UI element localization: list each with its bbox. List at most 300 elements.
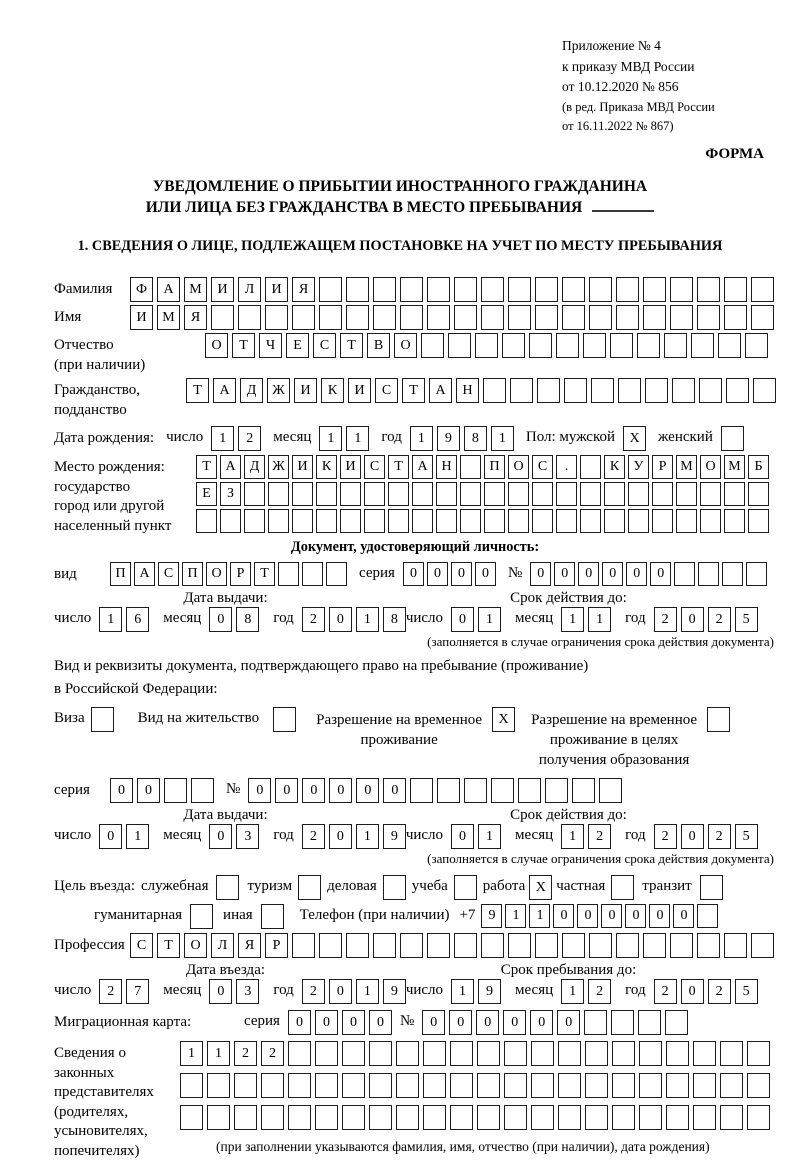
char-cell[interactable]: О <box>700 455 721 479</box>
char-cell[interactable]: Ж <box>267 378 290 403</box>
char-cell[interactable]: Л <box>211 933 234 958</box>
char-cell[interactable] <box>589 277 612 302</box>
char-cell[interactable] <box>238 305 261 330</box>
char-cell[interactable]: 0 <box>137 778 160 803</box>
char-cell[interactable] <box>421 333 444 358</box>
char-cell[interactable] <box>315 1105 338 1130</box>
char-cell[interactable]: В <box>367 333 390 358</box>
char-cell[interactable] <box>612 1041 635 1066</box>
char-cell[interactable] <box>699 378 722 403</box>
char-cell[interactable] <box>342 1041 365 1066</box>
char-cell[interactable]: У <box>628 455 649 479</box>
char-cell[interactable] <box>211 305 234 330</box>
char-cell[interactable] <box>315 1073 338 1098</box>
char-cell[interactable] <box>720 1105 743 1130</box>
char-cell[interactable]: 6 <box>126 607 149 632</box>
char-cell[interactable] <box>423 1105 446 1130</box>
char-cell[interactable]: 0 <box>427 562 448 586</box>
char-cell[interactable]: 0 <box>329 979 352 1004</box>
char-cell[interactable] <box>535 277 558 302</box>
char-cell[interactable]: 1 <box>207 1041 230 1066</box>
char-cell[interactable]: О <box>206 562 227 586</box>
char-cell[interactable]: И <box>130 305 153 330</box>
char-cell[interactable] <box>483 378 506 403</box>
char-cell[interactable] <box>751 277 774 302</box>
char-cell[interactable]: Т <box>340 333 363 358</box>
char-cell[interactable] <box>508 509 529 533</box>
char-cell[interactable] <box>265 305 288 330</box>
char-cell[interactable] <box>639 1105 662 1130</box>
char-cell[interactable]: 8 <box>464 426 487 451</box>
char-cell[interactable]: 0 <box>342 1010 365 1035</box>
char-cell[interactable]: Н <box>456 378 479 403</box>
char-cell[interactable]: И <box>292 455 313 479</box>
char-cell[interactable]: 0 <box>625 904 646 928</box>
char-cell[interactable] <box>670 933 693 958</box>
purpose-work-checkbox[interactable]: X <box>529 875 552 900</box>
char-cell[interactable] <box>724 933 747 958</box>
char-cell[interactable]: 2 <box>234 1041 257 1066</box>
char-cell[interactable]: 1 <box>180 1041 203 1066</box>
char-cell[interactable] <box>638 1010 661 1035</box>
char-cell[interactable] <box>292 482 313 506</box>
char-cell[interactable] <box>751 933 774 958</box>
char-cell[interactable] <box>666 1041 689 1066</box>
purpose-transit-checkbox[interactable] <box>700 875 723 900</box>
char-cell[interactable]: А <box>429 378 452 403</box>
char-cell[interactable]: 1 <box>451 979 474 1004</box>
char-cell[interactable] <box>558 1041 581 1066</box>
char-cell[interactable] <box>369 1041 392 1066</box>
purpose-study-checkbox[interactable] <box>454 875 477 900</box>
char-cell[interactable] <box>373 933 396 958</box>
char-cell[interactable]: П <box>182 562 203 586</box>
char-cell[interactable] <box>436 509 457 533</box>
char-cell[interactable] <box>531 1041 554 1066</box>
char-cell[interactable] <box>319 933 342 958</box>
char-cell[interactable] <box>396 1105 419 1130</box>
char-cell[interactable]: 0 <box>383 778 406 803</box>
char-cell[interactable] <box>558 1105 581 1130</box>
char-cell[interactable]: О <box>394 333 417 358</box>
char-cell[interactable]: 2 <box>654 979 677 1004</box>
char-cell[interactable]: А <box>213 378 236 403</box>
char-cell[interactable] <box>612 1105 635 1130</box>
char-cell[interactable]: . <box>556 455 577 479</box>
char-cell[interactable]: 9 <box>383 979 406 1004</box>
char-cell[interactable]: 5 <box>735 607 758 632</box>
char-cell[interactable]: 3 <box>236 979 259 1004</box>
char-cell[interactable]: 0 <box>681 824 704 849</box>
char-cell[interactable]: 0 <box>475 562 496 586</box>
char-cell[interactable]: 0 <box>557 1010 580 1035</box>
char-cell[interactable] <box>477 1105 500 1130</box>
char-cell[interactable] <box>562 305 585 330</box>
char-cell[interactable]: 0 <box>451 562 472 586</box>
char-cell[interactable] <box>475 333 498 358</box>
char-cell[interactable]: Е <box>286 333 309 358</box>
char-cell[interactable] <box>400 277 423 302</box>
char-cell[interactable] <box>676 509 697 533</box>
char-cell[interactable] <box>643 305 666 330</box>
char-cell[interactable] <box>412 509 433 533</box>
char-cell[interactable]: К <box>321 378 344 403</box>
char-cell[interactable] <box>720 1073 743 1098</box>
char-cell[interactable]: 0 <box>209 824 232 849</box>
char-cell[interactable] <box>207 1073 230 1098</box>
char-cell[interactable]: 0 <box>315 1010 338 1035</box>
char-cell[interactable]: 1 <box>529 904 550 928</box>
char-cell[interactable] <box>558 1073 581 1098</box>
char-cell[interactable] <box>464 778 487 803</box>
char-cell[interactable]: 9 <box>478 979 501 1004</box>
char-cell[interactable]: И <box>211 277 234 302</box>
char-cell[interactable] <box>410 778 433 803</box>
char-cell[interactable]: 2 <box>302 979 325 1004</box>
char-cell[interactable]: 2 <box>302 824 325 849</box>
char-cell[interactable] <box>700 482 721 506</box>
char-cell[interactable] <box>388 509 409 533</box>
char-cell[interactable]: 1 <box>410 426 433 451</box>
char-cell[interactable]: 2 <box>302 607 325 632</box>
char-cell[interactable]: 0 <box>602 562 623 586</box>
char-cell[interactable] <box>448 333 471 358</box>
char-cell[interactable] <box>537 378 560 403</box>
char-cell[interactable] <box>340 509 361 533</box>
char-cell[interactable] <box>612 1073 635 1098</box>
char-cell[interactable]: 2 <box>588 824 611 849</box>
char-cell[interactable] <box>400 305 423 330</box>
char-cell[interactable] <box>504 1073 527 1098</box>
char-cell[interactable]: Д <box>244 455 265 479</box>
char-cell[interactable]: Л <box>238 277 261 302</box>
char-cell[interactable] <box>342 1105 365 1130</box>
char-cell[interactable] <box>724 305 747 330</box>
char-cell[interactable]: И <box>340 455 361 479</box>
char-cell[interactable]: 9 <box>383 824 406 849</box>
char-cell[interactable] <box>665 1010 688 1035</box>
char-cell[interactable] <box>346 277 369 302</box>
char-cell[interactable] <box>364 482 385 506</box>
char-cell[interactable] <box>583 333 606 358</box>
char-cell[interactable] <box>481 277 504 302</box>
char-cell[interactable]: О <box>205 333 228 358</box>
char-cell[interactable] <box>268 482 289 506</box>
char-cell[interactable]: 5 <box>735 824 758 849</box>
char-cell[interactable] <box>726 378 749 403</box>
char-cell[interactable] <box>639 1041 662 1066</box>
char-cell[interactable] <box>562 933 585 958</box>
char-cell[interactable] <box>292 305 315 330</box>
char-cell[interactable]: 9 <box>481 904 502 928</box>
char-cell[interactable] <box>450 1105 473 1130</box>
visa-checkbox[interactable] <box>91 707 114 732</box>
char-cell[interactable] <box>484 482 505 506</box>
char-cell[interactable] <box>670 277 693 302</box>
char-cell[interactable] <box>672 378 695 403</box>
char-cell[interactable] <box>589 305 612 330</box>
char-cell[interactable]: А <box>134 562 155 586</box>
char-cell[interactable]: 0 <box>681 607 704 632</box>
char-cell[interactable] <box>532 509 553 533</box>
char-cell[interactable]: 0 <box>650 562 671 586</box>
char-cell[interactable] <box>288 1105 311 1130</box>
char-cell[interactable] <box>477 1073 500 1098</box>
char-cell[interactable] <box>423 1073 446 1098</box>
char-cell[interactable] <box>244 482 265 506</box>
char-cell[interactable]: Т <box>388 455 409 479</box>
char-cell[interactable]: К <box>604 455 625 479</box>
char-cell[interactable] <box>207 1105 230 1130</box>
char-cell[interactable] <box>454 277 477 302</box>
char-cell[interactable] <box>664 333 687 358</box>
char-cell[interactable] <box>562 277 585 302</box>
char-cell[interactable]: 0 <box>329 607 352 632</box>
char-cell[interactable] <box>302 562 323 586</box>
char-cell[interactable]: 2 <box>588 979 611 1004</box>
char-cell[interactable] <box>724 277 747 302</box>
char-cell[interactable] <box>535 305 558 330</box>
char-cell[interactable]: Я <box>238 933 261 958</box>
char-cell[interactable] <box>693 1041 716 1066</box>
purpose-other-checkbox[interactable] <box>261 904 284 929</box>
char-cell[interactable] <box>460 509 481 533</box>
char-cell[interactable] <box>745 333 768 358</box>
char-cell[interactable] <box>373 277 396 302</box>
char-cell[interactable] <box>747 1105 770 1130</box>
char-cell[interactable]: П <box>484 455 505 479</box>
char-cell[interactable]: 1 <box>99 607 122 632</box>
char-cell[interactable] <box>529 333 552 358</box>
char-cell[interactable]: 1 <box>561 607 584 632</box>
char-cell[interactable]: 0 <box>329 778 352 803</box>
char-cell[interactable]: Т <box>232 333 255 358</box>
char-cell[interactable] <box>427 277 450 302</box>
char-cell[interactable]: Р <box>265 933 288 958</box>
purpose-official-checkbox[interactable] <box>216 875 239 900</box>
char-cell[interactable]: Т <box>157 933 180 958</box>
char-cell[interactable] <box>436 482 457 506</box>
char-cell[interactable] <box>556 333 579 358</box>
char-cell[interactable]: Р <box>652 455 673 479</box>
char-cell[interactable] <box>585 1041 608 1066</box>
char-cell[interactable]: 7 <box>126 979 149 1004</box>
char-cell[interactable] <box>616 933 639 958</box>
char-cell[interactable] <box>369 1073 392 1098</box>
char-cell[interactable] <box>724 509 745 533</box>
char-cell[interactable]: 0 <box>476 1010 499 1035</box>
char-cell[interactable] <box>748 509 769 533</box>
char-cell[interactable] <box>722 562 743 586</box>
char-cell[interactable] <box>611 1010 634 1035</box>
char-cell[interactable]: Я <box>292 277 315 302</box>
char-cell[interactable] <box>751 305 774 330</box>
char-cell[interactable] <box>697 933 720 958</box>
char-cell[interactable] <box>460 455 481 479</box>
sex-male-checkbox[interactable]: X <box>623 426 646 451</box>
char-cell[interactable]: 1 <box>126 824 149 849</box>
char-cell[interactable]: С <box>130 933 153 958</box>
char-cell[interactable]: З <box>220 482 241 506</box>
char-cell[interactable] <box>674 562 695 586</box>
char-cell[interactable] <box>477 1041 500 1066</box>
char-cell[interactable]: Д <box>240 378 263 403</box>
char-cell[interactable]: 2 <box>708 979 731 1004</box>
char-cell[interactable] <box>491 778 514 803</box>
purpose-business-checkbox[interactable] <box>383 875 406 900</box>
char-cell[interactable]: 8 <box>383 607 406 632</box>
char-cell[interactable] <box>652 482 673 506</box>
char-cell[interactable]: 0 <box>503 1010 526 1035</box>
char-cell[interactable] <box>400 933 423 958</box>
char-cell[interactable]: 2 <box>261 1041 284 1066</box>
char-cell[interactable] <box>261 1073 284 1098</box>
char-cell[interactable]: С <box>532 455 553 479</box>
char-cell[interactable]: Б <box>748 455 769 479</box>
char-cell[interactable] <box>244 509 265 533</box>
char-cell[interactable]: Е <box>196 482 217 506</box>
char-cell[interactable]: 1 <box>561 824 584 849</box>
char-cell[interactable]: М <box>157 305 180 330</box>
char-cell[interactable]: С <box>158 562 179 586</box>
char-cell[interactable] <box>604 482 625 506</box>
char-cell[interactable] <box>599 778 622 803</box>
char-cell[interactable] <box>373 305 396 330</box>
char-cell[interactable] <box>643 933 666 958</box>
char-cell[interactable] <box>481 933 504 958</box>
char-cell[interactable]: 0 <box>649 904 670 928</box>
char-cell[interactable] <box>364 509 385 533</box>
char-cell[interactable] <box>591 378 614 403</box>
char-cell[interactable]: И <box>265 277 288 302</box>
char-cell[interactable] <box>180 1073 203 1098</box>
char-cell[interactable]: 2 <box>99 979 122 1004</box>
char-cell[interactable]: 0 <box>329 824 352 849</box>
char-cell[interactable]: 0 <box>209 979 232 1004</box>
char-cell[interactable]: 0 <box>626 562 647 586</box>
sex-female-checkbox[interactable] <box>721 426 744 451</box>
char-cell[interactable]: 0 <box>356 778 379 803</box>
char-cell[interactable] <box>637 333 660 358</box>
char-cell[interactable] <box>572 778 595 803</box>
char-cell[interactable] <box>326 562 347 586</box>
char-cell[interactable]: М <box>724 455 745 479</box>
char-cell[interactable]: А <box>157 277 180 302</box>
char-cell[interactable]: П <box>110 562 131 586</box>
char-cell[interactable] <box>454 933 477 958</box>
char-cell[interactable] <box>508 933 531 958</box>
char-cell[interactable] <box>518 778 541 803</box>
char-cell[interactable]: Т <box>402 378 425 403</box>
char-cell[interactable] <box>580 482 601 506</box>
char-cell[interactable] <box>580 509 601 533</box>
char-cell[interactable] <box>437 778 460 803</box>
char-cell[interactable]: Я <box>184 305 207 330</box>
char-cell[interactable]: Т <box>254 562 275 586</box>
char-cell[interactable] <box>510 378 533 403</box>
char-cell[interactable]: 0 <box>422 1010 445 1035</box>
char-cell[interactable] <box>748 482 769 506</box>
char-cell[interactable] <box>292 509 313 533</box>
char-cell[interactable] <box>585 1073 608 1098</box>
char-cell[interactable] <box>196 509 217 533</box>
char-cell[interactable] <box>670 305 693 330</box>
char-cell[interactable] <box>481 305 504 330</box>
char-cell[interactable]: М <box>184 277 207 302</box>
char-cell[interactable]: 0 <box>601 904 622 928</box>
char-cell[interactable] <box>396 1041 419 1066</box>
char-cell[interactable] <box>645 378 668 403</box>
char-cell[interactable]: 1 <box>356 979 379 1004</box>
char-cell[interactable]: 2 <box>708 824 731 849</box>
char-cell[interactable]: О <box>184 933 207 958</box>
char-cell[interactable] <box>220 509 241 533</box>
char-cell[interactable] <box>319 305 342 330</box>
char-cell[interactable]: И <box>294 378 317 403</box>
char-cell[interactable]: Р <box>230 562 251 586</box>
char-cell[interactable]: А <box>220 455 241 479</box>
char-cell[interactable] <box>369 1105 392 1130</box>
char-cell[interactable]: 1 <box>356 607 379 632</box>
char-cell[interactable]: 0 <box>449 1010 472 1035</box>
char-cell[interactable] <box>693 1105 716 1130</box>
purpose-humanitarian-checkbox[interactable] <box>190 904 213 929</box>
char-cell[interactable]: 0 <box>681 979 704 1004</box>
char-cell[interactable] <box>191 778 214 803</box>
residence-permit-checkbox[interactable] <box>273 707 296 732</box>
char-cell[interactable]: С <box>364 455 385 479</box>
char-cell[interactable]: 1 <box>588 607 611 632</box>
char-cell[interactable] <box>628 509 649 533</box>
char-cell[interactable] <box>261 1105 284 1130</box>
char-cell[interactable] <box>643 277 666 302</box>
char-cell[interactable] <box>234 1073 257 1098</box>
char-cell[interactable] <box>316 482 337 506</box>
char-cell[interactable]: 1 <box>491 426 514 451</box>
char-cell[interactable]: Ф <box>130 277 153 302</box>
char-cell[interactable] <box>691 333 714 358</box>
char-cell[interactable]: 1 <box>356 824 379 849</box>
char-cell[interactable]: 0 <box>578 562 599 586</box>
char-cell[interactable]: С <box>313 333 336 358</box>
char-cell[interactable]: 0 <box>369 1010 392 1035</box>
char-cell[interactable] <box>180 1105 203 1130</box>
char-cell[interactable] <box>753 378 776 403</box>
char-cell[interactable] <box>747 1073 770 1098</box>
char-cell[interactable] <box>618 378 641 403</box>
char-cell[interactable] <box>652 509 673 533</box>
char-cell[interactable] <box>697 904 718 928</box>
char-cell[interactable]: Ж <box>268 455 289 479</box>
char-cell[interactable] <box>610 333 633 358</box>
char-cell[interactable] <box>346 933 369 958</box>
char-cell[interactable]: Н <box>436 455 457 479</box>
char-cell[interactable] <box>164 778 187 803</box>
char-cell[interactable]: 1 <box>561 979 584 1004</box>
char-cell[interactable]: 9 <box>437 426 460 451</box>
char-cell[interactable]: 0 <box>209 607 232 632</box>
char-cell[interactable] <box>580 455 601 479</box>
char-cell[interactable]: 0 <box>673 904 694 928</box>
char-cell[interactable]: 0 <box>288 1010 311 1035</box>
char-cell[interactable]: 1 <box>211 426 234 451</box>
char-cell[interactable]: 0 <box>99 824 122 849</box>
char-cell[interactable]: 2 <box>654 607 677 632</box>
purpose-private-checkbox[interactable] <box>611 875 634 900</box>
char-cell[interactable]: 1 <box>478 607 501 632</box>
char-cell[interactable]: С <box>375 378 398 403</box>
char-cell[interactable] <box>697 305 720 330</box>
